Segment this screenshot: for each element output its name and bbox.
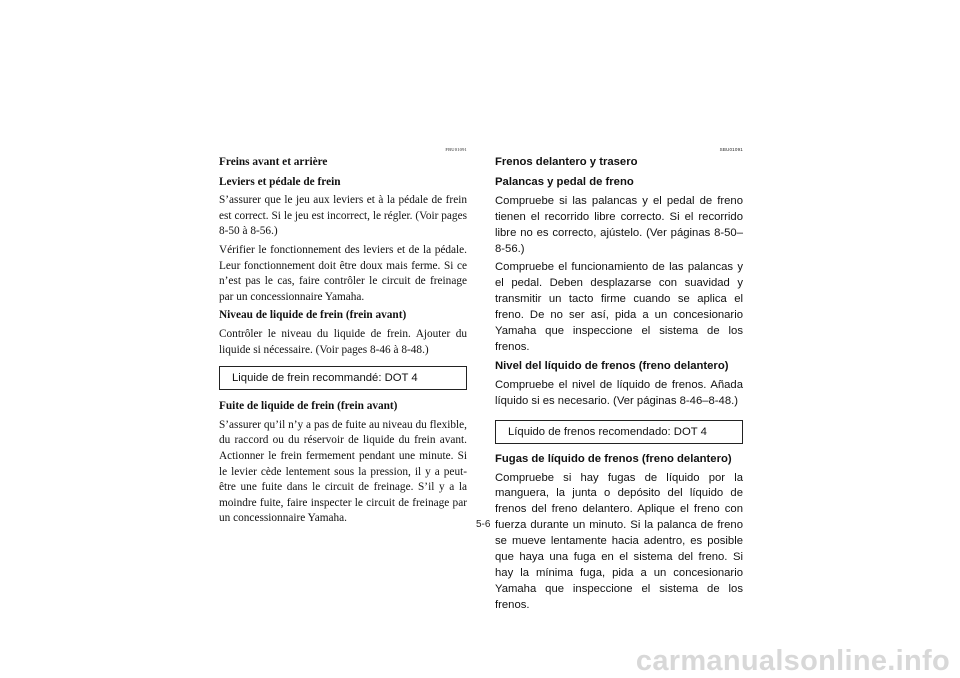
spanish-column [495,147,743,617]
section-code: SBU01091 [719,147,743,152]
recommended-fluid-box: Líquido de frenos recomendado: DOT 4 [495,420,743,444]
paragraph-operation: Compruebe el funcionamiento de las palancas y el pedal. Deben desplazarse con suavidad y transmitir un tacto firme cuando se aplica el freno. De no ser así, pida a un concesionario Yamaha que inspeccione el sistema de los frenos. [495,261,743,353]
section-title: Frenos delantero y trasero [495,156,638,168]
recommended-fluid-box: Liquide de frein recommandé: DOT 4 [219,366,467,390]
paragraph-fluid-level: Contrôler le niveau du liquide de frein. Ajouter du liquide si nécessaire. (Voir pages 8-46 à 8-48.) [219,327,467,356]
paragraph-free-play: Compruebe si las palancas y el pedal de freno tienen el recorrido libre correcto. Si el recorrido libre no es correcto, ajústelo. (Ver páginas 8-50–8-56.) [495,194,743,255]
paragraph-operation: Vérifier le fonctionnement des leviers et de la pédale. Leur fonctionnement doit être doux mais ferme. Si ce n’est pas le cas, faire contrôler le circuit de freinage par un concessionnaire Yamaha. [219,243,467,303]
paragraph-free-play: S’assurer que le jeu aux leviers et à la pédale de frein est correct. Si le jeu est incorrect, le régler. (Voir pages 8-50 à 8-56.) [219,194,467,238]
subheading-fluid-level: Nivel del líquido de frenos (freno delantero) [495,359,729,372]
paragraph-fluid-leak: S’assurer qu’il n’y a pas de fuite au niveau du flexible, du raccord ou du réservoir de liquide du frein avant. Actionner le frein fermement pendant une minute. Si le levier cède lentement sous la pression, il y a peut-être une fuite dans le circuit de freinage. S’il y a la moindre fuite, faire inspecter le circuit de freinage par un concessionnaire Yamaha. [219,418,467,525]
subheading-fluid-leak: Fuite de liquide de frein (frein avant) [219,400,398,413]
watermark: carmanualsonline.info [635,645,950,677]
subheading-fluid-level: Niveau de liquide de frein (frein avant) [219,309,407,322]
page-number: 5-6 [476,519,491,530]
paragraph-fluid-level: Compruebe el nivel de líquido de frenos. Añada líquido si es necesario. (Ver páginas 8-46–8-48.) [495,378,743,407]
subheading-levers: Palancas y pedal de freno [495,175,634,188]
section-title: Freins avant et arrière [219,156,328,168]
subheading-levers: Leviers et pédale de frein [219,175,341,188]
french-column [219,147,467,530]
section-code: FBU01091 [445,147,467,152]
subheading-fluid-leak: Fugas de líquido de frenos (freno delantero) [495,452,732,465]
paragraph-fluid-leak: Compruebe si hay fugas de líquido por la manguera, la junta o depósito del líquido de frenos del freno delantero. Aplique el freno con fuerza durante un minuto. Si la palanca de freno se mueve lentamente hacia adentro, es posible que haya una fuga en el sistema del freno. Si hay la mínima fuga, pida a un concesionario Yamaha que inspeccione el sistema de los frenos. [495,471,743,611]
